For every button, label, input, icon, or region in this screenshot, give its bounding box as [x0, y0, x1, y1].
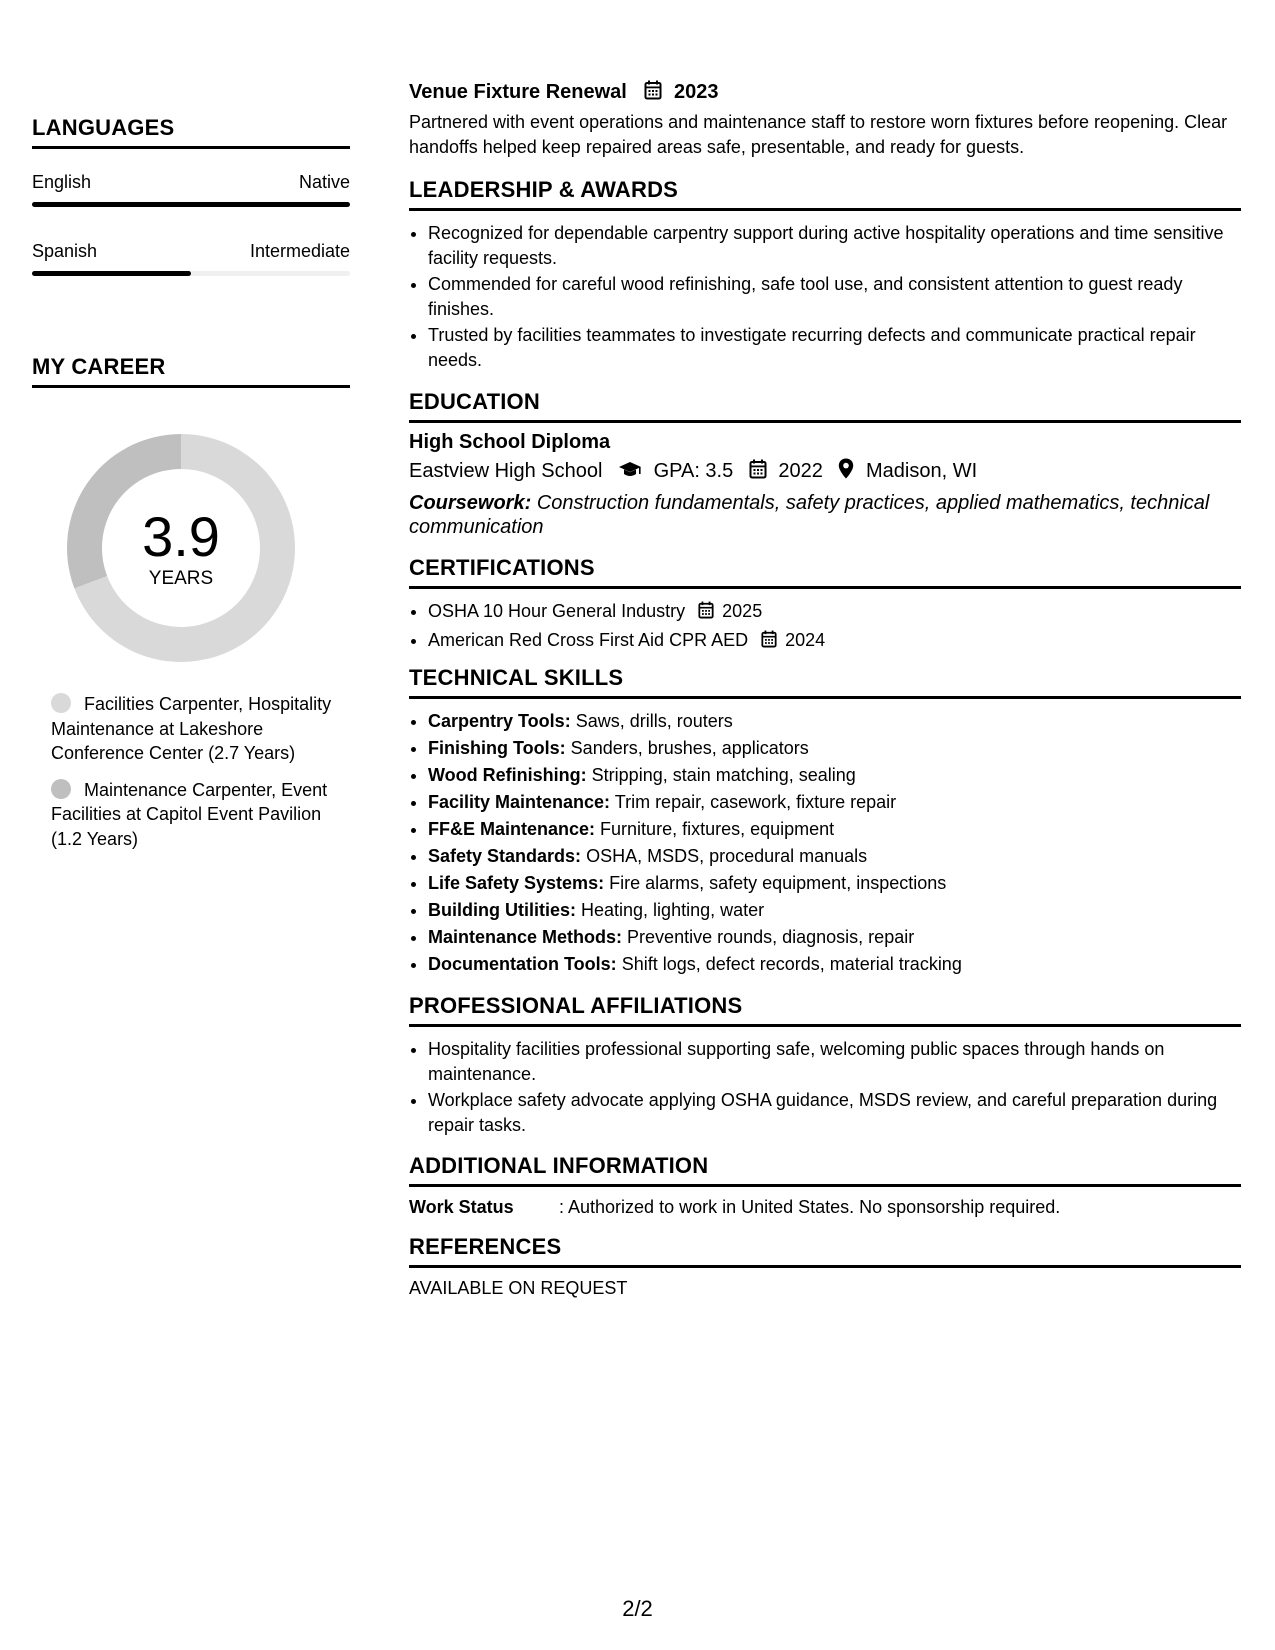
career-donut-chart — [66, 433, 296, 663]
list-item: • Trusted by facilities teammates to investigate recurring defects and communicate practical repair needs. — [428, 323, 1241, 372]
career-total-value: 3.9 — [142, 505, 220, 568]
education-section — [409, 389, 1241, 539]
skill-label: FF&E Maintenance: — [428, 819, 596, 839]
language-bar — [32, 202, 350, 207]
skill-label: Facility Maintenance: — [428, 792, 611, 812]
education-year: 2022 — [778, 460, 823, 482]
skills-section — [409, 665, 1241, 979]
education-school: Eastview High School — [409, 460, 603, 482]
skill-label: Documentation Tools: — [428, 954, 617, 974]
list-item — [428, 628, 1241, 655]
references-title: REFERENCES — [409, 1234, 1241, 1268]
education-gpa: GPA: 3.5 — [653, 460, 734, 482]
language-bar — [32, 271, 350, 276]
career-item-text: Maintenance Carpenter, Event Facilities at Capitol Event Pavilion (1.2 Years) — [51, 779, 328, 849]
list-item — [428, 952, 1241, 977]
skill-label: Building Utilities: — [428, 900, 576, 920]
skill-label: Wood Refinishing: — [428, 765, 587, 785]
certification-name: OSHA 10 Hour General Industry — [428, 601, 686, 621]
list-item: • Recognized for dependable carpentry support during active hospitality operations and time sensitive facility requests. — [428, 221, 1241, 270]
career-item — [32, 692, 332, 766]
language-bar-fill — [32, 202, 350, 207]
list-item — [428, 763, 1241, 788]
skill-value: Stripping, stain matching, sealing — [591, 765, 856, 785]
certifications-title: CERTIFICATIONS — [409, 555, 1241, 589]
coursework-text: Construction fundamentals, safety practices, applied mathematics, technical communication — [409, 492, 1210, 538]
list-item — [428, 736, 1241, 761]
additional-section — [409, 1153, 1241, 1220]
skill-label: Carpentry Tools: — [428, 711, 571, 731]
legend-dot-icon — [51, 779, 71, 799]
skill-value: Trim repair, casework, fixture repair — [614, 792, 897, 812]
education-degree: High School Diploma — [409, 431, 611, 453]
certification-year: 2025 — [722, 601, 763, 621]
skill-label: Safety Standards: — [428, 846, 582, 866]
list-item — [428, 871, 1241, 896]
work-status-label: Work Status — [409, 1197, 514, 1217]
skill-value: Saws, drills, routers — [575, 711, 733, 731]
career-item — [32, 778, 332, 852]
references-section — [409, 1234, 1241, 1301]
skill-value: Sanders, brushes, applicators — [570, 738, 809, 758]
language-name: Spanish — [32, 241, 98, 261]
calendar-icon — [761, 630, 777, 655]
skills-title: TECHNICAL SKILLS — [409, 665, 1241, 699]
skill-value: Preventive rounds, diagnosis, repair — [627, 927, 915, 947]
skill-value: OSHA, MSDS, procedural manuals — [586, 846, 868, 866]
education-location: Madison, WI — [865, 460, 978, 482]
skill-value: Furniture, fixtures, equipment — [600, 819, 835, 839]
certifications-section — [409, 555, 1241, 656]
legend-dot-icon — [51, 693, 71, 713]
calendar-icon — [749, 459, 767, 487]
language-level: Native — [298, 172, 350, 192]
skill-value: Fire alarms, safety equipment, inspections — [609, 873, 947, 893]
additional-title: ADDITIONAL INFORMATION — [409, 1153, 1241, 1187]
list-item — [428, 790, 1241, 815]
leadership-title: LEADERSHIP & AWARDS — [409, 177, 1241, 211]
calendar-icon — [644, 80, 662, 108]
list-item — [428, 817, 1241, 842]
career-total-unit: YEARS — [148, 568, 214, 589]
list-item: • Workplace safety advocate applying OSHA guidance, MSDS review, and careful preparation during repair tasks. — [428, 1088, 1241, 1137]
references-text: AVAILABLE ON REQUEST — [409, 1278, 628, 1298]
career-list — [32, 692, 332, 851]
certification-name: American Red Cross First Aid CPR AED — [428, 629, 749, 650]
calendar-icon — [698, 601, 714, 626]
languages-section — [32, 115, 350, 149]
language-english — [32, 172, 350, 207]
education-coursework — [409, 491, 1241, 539]
skill-value: Shift logs, defect records, material tracking — [621, 954, 962, 974]
affiliations-section — [409, 993, 1241, 1139]
project — [409, 78, 1241, 159]
list-item — [428, 599, 1241, 626]
education-title: EDUCATION — [409, 389, 1241, 423]
list-item — [428, 898, 1241, 923]
project-title: Venue Fixture Renewal — [409, 81, 627, 103]
language-level: Intermediate — [249, 241, 350, 261]
career-section — [32, 354, 350, 388]
skill-label: Maintenance Methods: — [428, 927, 623, 947]
list-item: • Hospitality facilities professional supporting safe, welcoming public spaces through hands on maintenance. — [428, 1037, 1241, 1086]
career-item-text: Facilities Carpenter, Hospitality Maintenance at Lakeshore Conference Center (2.7 Years) — [51, 694, 332, 763]
list-item — [428, 709, 1241, 734]
graduation-cap-icon — [618, 459, 642, 487]
skill-value: Heating, lighting, water — [581, 900, 765, 920]
coursework-label: Coursework: — [409, 492, 532, 514]
skill-label: Life Safety Systems: — [428, 873, 605, 893]
certification-year: 2024 — [785, 629, 826, 650]
language-bar-fill — [32, 271, 191, 276]
language-name: English — [32, 172, 92, 192]
affiliations-title: PROFESSIONAL AFFILIATIONS — [409, 993, 1241, 1027]
skill-label: Finishing Tools: — [428, 738, 566, 758]
work-status-value: : Authorized to work in United States. No sponsorship required. — [559, 1197, 1061, 1217]
page-number: 2/2 — [622, 1596, 653, 1621]
list-item — [428, 844, 1241, 869]
list-item: • Commended for careful wood refinishing, safe tool use, and consistent attention to guest ready finishes. — [428, 272, 1241, 321]
leadership-section — [409, 177, 1241, 374]
career-title: MY CAREER — [32, 354, 350, 388]
map-pin-icon — [838, 458, 854, 487]
project-year: 2023 — [673, 81, 719, 103]
project-description: Partnered with event operations and maintenance staff to restore worn fixtures before reopening. Clear handoffs helped keep repaired areas safe, presentable, and ready for guests. — [409, 112, 1228, 157]
languages-title: LANGUAGES — [32, 115, 350, 149]
list-item — [428, 925, 1241, 950]
language-spanish — [32, 241, 350, 276]
